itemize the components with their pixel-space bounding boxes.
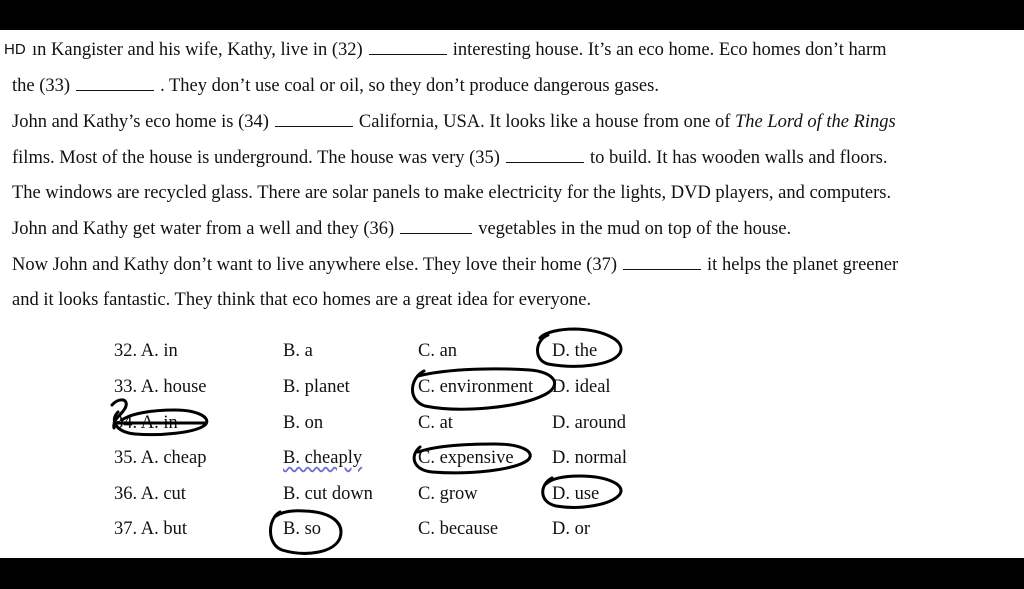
hd-quality-badge: HD	[4, 41, 26, 58]
bottom-black-bar	[0, 558, 1024, 589]
passage-line-1: ın Kangister and his wife, Kathy, live in (32) interesting house. It’s an eco home. Eco homes don’t harm	[32, 40, 887, 60]
blank-36	[400, 219, 472, 234]
q34-option-c[interactable]: C. at	[418, 413, 453, 433]
passage-line-3: John and Kathy’s eco home is (34) California, USA. It looks like a house from one of The Lord of the Rings	[12, 112, 896, 132]
q36-option-b[interactable]: B. cut down	[283, 484, 373, 504]
passage-line-5: The windows are recycled glass. There are solar panels to make electricity for the lights, DVD players, and computers.	[12, 183, 892, 203]
q37-option-c[interactable]: C. because	[418, 519, 499, 539]
passage-line-4: films. Most of the house is underground. The house was very (35) to build. It has wooden walls and floors.	[12, 148, 888, 168]
q35-option-c[interactable]: C. expensive	[418, 448, 514, 468]
q36-option-d[interactable]: D. use	[552, 484, 600, 504]
q34-option-a[interactable]: 34. A. in	[114, 413, 178, 433]
q35-option-a[interactable]: 35. A. cheap	[114, 448, 207, 468]
blank-37	[623, 255, 701, 270]
passage-line-6: John and Kathy get water from a well and they (36) vegetables in the mud on top of the house.	[12, 219, 792, 239]
q32-option-b[interactable]: B. a	[283, 341, 313, 361]
q32-option-d[interactable]: D. the	[552, 341, 598, 361]
q33-option-d[interactable]: D. ideal	[552, 377, 611, 397]
passage-line-8: and it looks fantastic. They think that eco homes are a great idea for everyone.	[12, 290, 592, 310]
blank-34	[275, 112, 353, 127]
q35-option-b[interactable]: B. cheaply	[283, 448, 363, 468]
q37-option-b[interactable]: B. so	[283, 519, 322, 539]
passage-line-2: the (33) . They don’t use coal or oil, so they don’t produce dangerous gases.	[12, 76, 659, 96]
q36-option-c[interactable]: C. grow	[418, 484, 478, 504]
q33-option-c[interactable]: C. environment	[418, 377, 534, 397]
passage-line-7: Now John and Kathy don’t want to live anywhere else. They love their home (37) it helps the planet greener	[12, 255, 899, 275]
q32-option-c[interactable]: C. an	[418, 341, 458, 361]
q37-option-d[interactable]: D. or	[552, 519, 591, 539]
q37-option-a[interactable]: 37. A. but	[114, 519, 187, 539]
q33-option-b[interactable]: B. planet	[283, 377, 350, 397]
blank-33	[76, 76, 154, 91]
top-black-bar	[0, 0, 1024, 30]
blank-35	[506, 148, 584, 163]
q35-option-d[interactable]: D. normal	[552, 448, 628, 468]
blank-32	[369, 40, 447, 55]
q32-option-a[interactable]: 32. A. in	[114, 341, 178, 361]
q34-option-d[interactable]: D. around	[552, 413, 626, 433]
q34-option-b[interactable]: B. on	[283, 413, 324, 433]
q33-option-a[interactable]: 33. A. house	[114, 377, 207, 397]
q36-option-a[interactable]: 36. A. cut	[114, 484, 186, 504]
